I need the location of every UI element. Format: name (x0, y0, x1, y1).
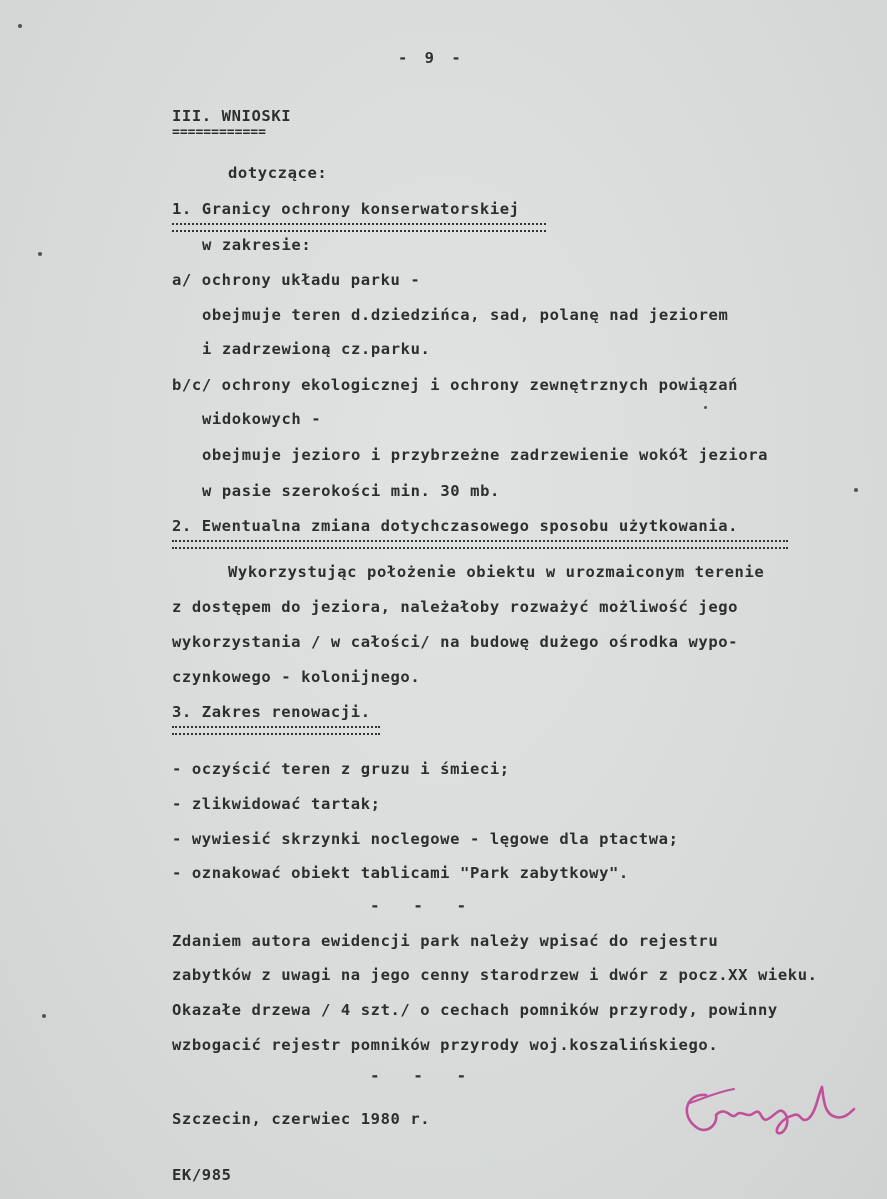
section-heading: III. WNIOSKI (172, 107, 292, 125)
renovation-item: - oczyścić teren z gruzu i śmieci; (172, 760, 510, 778)
conclusion-line: Zdaniem autora ewidencji park należy wpisać do rejestru (172, 932, 719, 950)
document-reference: EK/985 (172, 1166, 232, 1184)
signature-image (676, 1075, 856, 1145)
section3-underline (172, 726, 380, 735)
conclusion-line: wzbogacić rejestr pomników przyrody woj.koszalińskiego. (172, 1036, 719, 1054)
section1-bc-line1: b/c/ ochrony ekologicznej i ochrony zewnętrznych powiązań (172, 376, 739, 394)
separator-dashes: - - - (370, 896, 479, 915)
renovation-item: - wywiesić skrzynki noclegowe - lęgowe dla ptactwa; (172, 830, 679, 848)
paper-speck (38, 252, 42, 256)
paper-speck (854, 488, 858, 492)
heading-rule: ============ (172, 125, 266, 140)
section1-underline (172, 223, 546, 232)
renovation-item: - oznakować obiekt tablicami "Park zabytkowy". (172, 864, 629, 882)
section2-p2: z dostępem do jeziora, należałoby rozważyć możliwość jego (172, 598, 739, 616)
section1-a-desc1: obejmuje teren d.dziedzińca, sad, polanę nad jeziorem (202, 306, 729, 324)
section2-p1: Wykorzystując położenie obiektu w urozmaiconym terenie (228, 563, 765, 581)
intro-text: dotyczące: (228, 164, 328, 182)
section1-scope: w zakresie: (202, 236, 312, 254)
separator-dashes: - - - (370, 1066, 479, 1085)
section1-bc-desc2: w pasie szerokości min. 30 mb. (202, 482, 500, 500)
section1-a-line: a/ ochrony układu parku - (172, 271, 421, 289)
section2-p3: wykorzystania / w całości/ na budowę dużego ośrodka wypo- (172, 633, 739, 651)
paper-speck (42, 1014, 46, 1018)
section1-title: 1. Granicy ochrony konserwatorskiej (172, 200, 520, 218)
page-number: - 9 - (398, 49, 465, 67)
paper-speck (704, 406, 707, 409)
paper-speck (18, 24, 22, 28)
section2-p4: czynkowego - kolonijnego. (172, 668, 421, 686)
conclusion-line: zabytków z uwagi na jego cenny starodrzew i dwór z pocz.XX wieku. (172, 966, 818, 984)
place-date: Szczecin, czerwiec 1980 r. (172, 1110, 431, 1128)
section1-bc-line2: widokowych - (202, 410, 322, 428)
section1-bc-desc1: obejmuje jezioro i przybrzeżne zadrzewienie wokół jeziora (202, 446, 769, 464)
section3-title: 3. Zakres renowacji. (172, 703, 371, 721)
section2-title: 2. Ewentualna zmiana dotychczasowego sposobu użytkowania. (172, 517, 739, 535)
section1-a-desc2: i zadrzewioną cz.parku. (202, 340, 431, 358)
renovation-item: - zlikwidować tartak; (172, 795, 381, 813)
section2-underline (172, 540, 788, 549)
conclusion-line: Okazałe drzewa / 4 szt./ o cechach pomników przyrody, powinny (172, 1001, 778, 1019)
